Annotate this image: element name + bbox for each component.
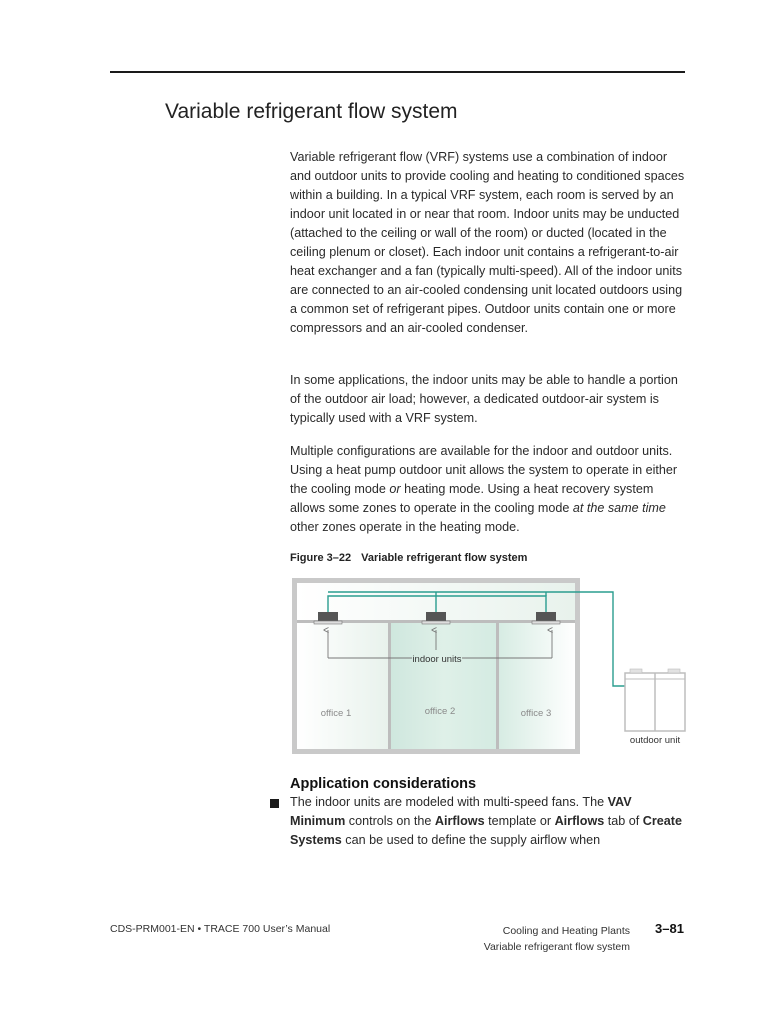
text-run: controls on the <box>345 814 435 828</box>
office-3-room <box>499 623 575 749</box>
vrf-diagram <box>292 578 692 758</box>
figure-caption <box>290 552 527 564</box>
footer-doc-id: CDS-PRM001-EN • TRACE 700 User’s Manual <box>110 923 331 935</box>
paragraph-outdoor-air <box>290 371 690 428</box>
footer-subsection: Variable refrigerant flow system <box>483 941 630 953</box>
text-run: tab of <box>604 814 643 828</box>
vrf-diagram-svg <box>292 578 692 758</box>
emphasis-or: or <box>389 482 401 496</box>
office-1-label: office 1 <box>320 708 352 719</box>
text-run: can be used to define the supply airflow when <box>341 833 601 847</box>
paragraph-configurations <box>290 442 690 537</box>
bold-airflows-tab: Airflows <box>554 814 605 828</box>
section-title: Variable refrigerant flow system <box>165 100 458 123</box>
figure-number: Figure 3–22 <box>290 552 352 564</box>
outdoor-unit <box>625 669 685 731</box>
bold-airflows: Airflows <box>434 814 485 828</box>
bold-vav-minimum: VAV Minimum <box>290 795 632 828</box>
office-2-room <box>391 623 497 749</box>
text-run: Multiple configurations are available for the indoor and outdoor units. Using a heat pump outdoor unit allows the system to operate in either the cooling mode <box>290 444 678 496</box>
office-1-room <box>297 623 389 749</box>
partition-wall <box>496 623 499 749</box>
page-number: 3–81 <box>655 921 684 936</box>
paragraph-text: In some applications, the indoor units may be able to handle a portion of the outdoor air load; however, a dedicated outdoor-air system is typically used with a VRF system. <box>290 373 678 425</box>
application-considerations-heading: Application considerations <box>290 776 477 792</box>
header-rule <box>110 71 685 73</box>
figure-title: Variable refrigerant flow system <box>361 552 528 564</box>
office-2-label: office 2 <box>424 706 456 717</box>
text-run: other zones operate in the heating mode. <box>290 520 520 534</box>
indoor-unit-2 <box>422 612 450 624</box>
text-run: heating mode. Using a heat recovery system allows some zones to operate in the cooling mode <box>290 482 654 515</box>
office-3-label: office 3 <box>520 708 552 719</box>
text-run: template or <box>484 814 555 828</box>
bullet-square-icon <box>270 799 279 808</box>
indoor-unit-1 <box>314 612 342 624</box>
indoor-unit-3 <box>532 612 560 624</box>
partition-wall <box>388 623 391 749</box>
footer-section <box>484 923 630 955</box>
bold-create-systems: Create Systems <box>290 814 682 847</box>
emphasis-same-time: at the same time <box>572 501 666 515</box>
bullet-text <box>290 793 690 850</box>
indoor-units-label: indoor units <box>412 654 462 665</box>
outdoor-unit-label: outdoor unit <box>629 735 681 746</box>
paragraph-text: Variable refrigerant flow (VRF) systems use a combination of indoor and outdoor units to provide cooling and heating to conditioned spaces within a building. In a typical VRF system, each room is served by an indoor unit located in or near that room. Indoor units may be unducted (attached to the ceiling or wall of the room) or ducted (located in the ceiling plenum or closet). Each indoor unit contains a refrigerant-to-air heat exchanger and a fan (typically multi-speed). All of the indoor units are connected to an air-cooled condensing unit located outdoors using a common set of refrigerant pipes. Outdoor units contain one or more compressors and an air-cooled condenser. <box>290 150 685 335</box>
footer-chapter: Cooling and Heating Plants <box>502 925 630 937</box>
paragraph-vrf-intro <box>290 148 690 338</box>
text-run: The indoor units are modeled with multi-speed fans. The <box>290 795 608 809</box>
